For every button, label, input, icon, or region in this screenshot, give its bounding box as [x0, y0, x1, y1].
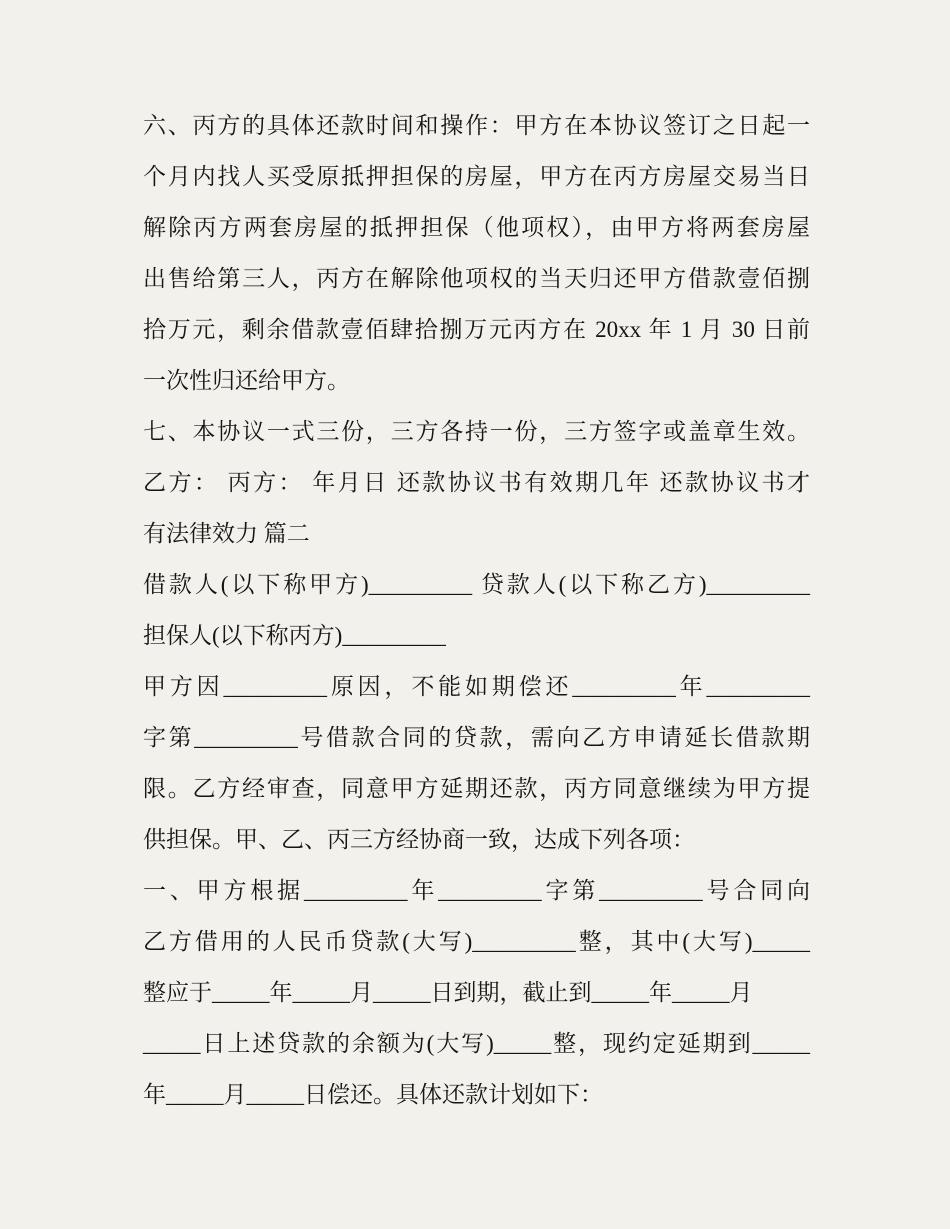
document-line: 担保人(以下称丙方)_________ — [143, 623, 446, 648]
document-line: 限。乙方经审查，同意甲方延期还款，丙方同意继续为甲方提 — [143, 776, 810, 801]
document-line: 个月内找人买受原抵押担保的房屋，甲方在丙方房屋交易当日 — [143, 164, 810, 189]
document-line: 一、甲方根据_________年_________字第_________号合同向 — [143, 878, 810, 903]
document-line: 年_____月_____日偿还。具体还款计划如下： — [143, 1082, 603, 1107]
document-line: 整应于_____年_____月_____日到期，截止到_____年_____月 — [143, 980, 753, 1005]
document-line: _____日上述贷款的余额为(大写)_____整，现约定延期到_____ — [143, 1031, 810, 1056]
document-line: 七、本协议一式三份，三方各持一份，三方签字或盖章生效。 — [143, 419, 810, 444]
document-line: 借款人(以下称甲方)_________ 贷款人(以下称乙方)_________ — [143, 572, 810, 597]
document-line: 有法律效力 篇二 — [143, 521, 310, 546]
document-line: 出售给第三人，丙方在解除他项权的当天归还甲方借款壹佰捌 — [143, 266, 810, 291]
document-line: 乙方： 丙方： 年月日 还款协议书有效期几年 还款协议书才 — [143, 470, 810, 495]
document-line: 乙方借用的人民币贷款(大写)_________整，其中(大写)_____ — [143, 929, 810, 954]
document-line: 甲方因_________原因，不能如期偿还_________年_________ — [143, 674, 810, 699]
document-line: 字第_________号借款合同的贷款，需向乙方申请延长借款期 — [143, 725, 810, 750]
document-line: 六、丙方的具体还款时间和操作：甲方在本协议签订之日起一 — [143, 113, 810, 138]
document-line: 供担保。甲、乙、丙三方经协商一致，达成下列各项： — [143, 827, 695, 852]
document-line: 一次性归还给甲方。 — [143, 368, 350, 393]
document-line: 拾万元，剩余借款壹佰肆拾捌万元丙方在 20xx 年 1 月 30 日前 — [143, 317, 810, 342]
document-line: 解除丙方两套房屋的抵押担保（他项权），由甲方将两套房屋 — [143, 215, 810, 240]
